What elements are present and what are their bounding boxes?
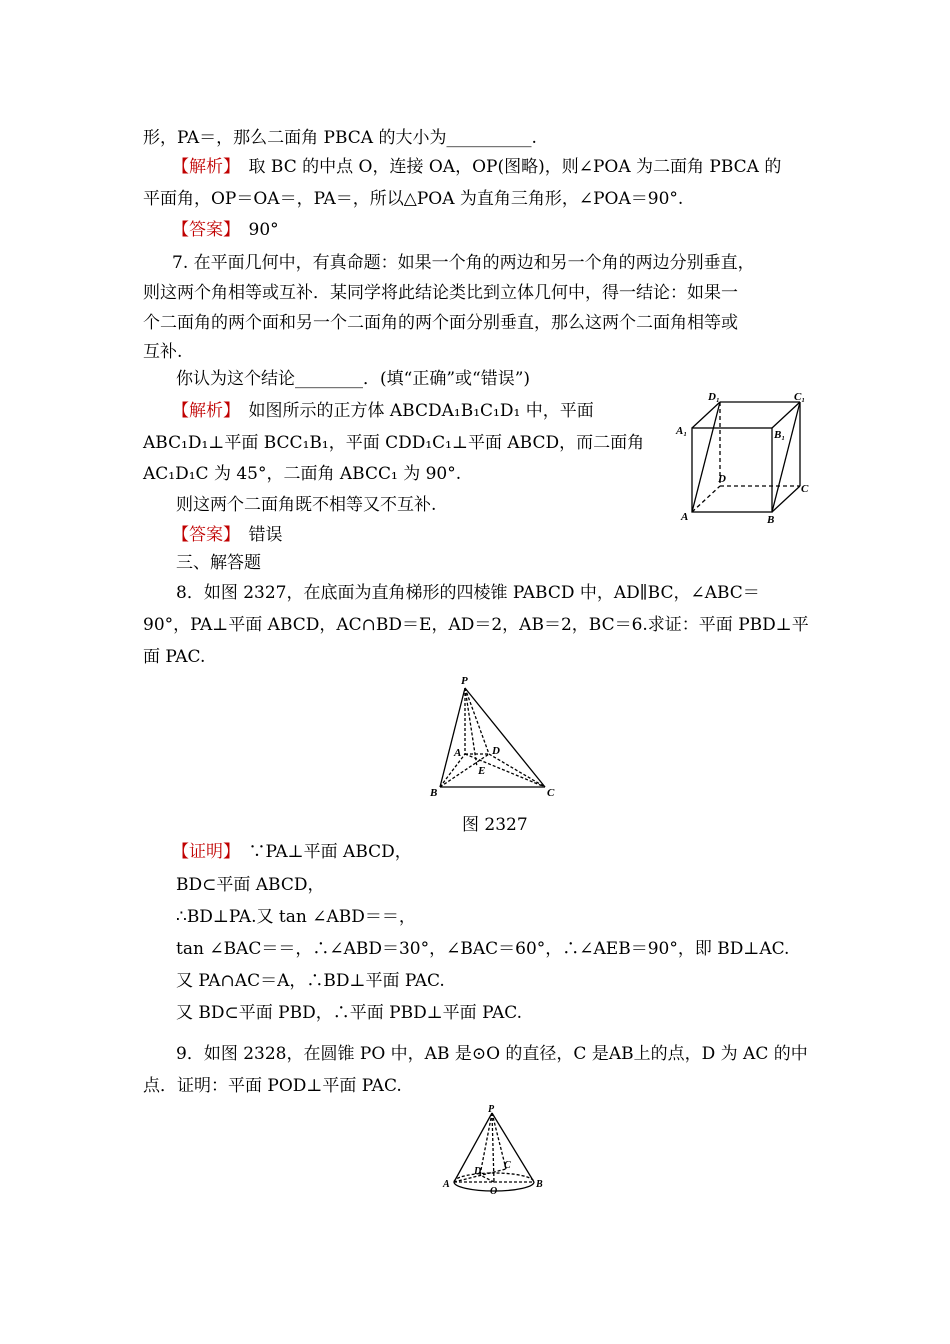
tag-answer: 【答案】 <box>172 525 232 545</box>
cube-edge <box>772 486 800 512</box>
text-line-25: 9．如图 2328，在圆锥 PO 中，AB 是⊙O 的直径，C 是AB上的点，D 为 AC 的中 <box>176 1044 808 1064</box>
text-line-22: tan ∠BAC＝＝，∴∠ABD＝30°，∠BAC＝60°，∴∠AEB＝90°，即 BD⊥AC. <box>176 939 790 959</box>
label-A1: A₁ <box>676 425 688 437</box>
label-P: P <box>488 1104 495 1115</box>
segment-OD <box>480 1175 494 1182</box>
cone-figure <box>440 1103 550 1201</box>
tag-analysis: 【解析】 <box>172 401 232 421</box>
label-D: D <box>492 745 500 757</box>
edge-PC <box>465 688 545 787</box>
text-line-19: 【证明】 ∵PA⊥平面 ABCD， <box>172 842 412 862</box>
label-C1: C₁ <box>794 391 806 403</box>
text-line-6: 则这两个角相等或互补．某同学将此结论类比到立体几何中，得一结论：如果一 <box>143 283 738 303</box>
text-line-7: 个二面角的两个面和另一个二面角的两个面分别垂直，那么这两个二面角相等或 <box>143 313 738 333</box>
text-line-16: 8．如图 2327，在底面为直角梯形的四棱锥 PABCD 中，AD∥BC，∠ABC＝ <box>176 583 760 603</box>
text-line-12: AC₁D₁C 为 45°，二面角 ABCC₁ 为 90°. <box>143 464 462 484</box>
label-A: A <box>443 1179 450 1190</box>
cube-diagonal <box>692 402 720 512</box>
text-line-13: 则这两个二面角既不相等又不互补. <box>176 495 437 515</box>
text-line-4: 【答案】 90° <box>172 220 279 240</box>
text-line-21: ∴BD⊥PA.又 tan ∠ABD＝＝， <box>176 907 416 927</box>
text-line-5: 7. 在平面几何中，有真命题：如果一个角的两边和另一个角的两边分别垂直， <box>172 253 755 273</box>
edge-DC <box>489 754 545 787</box>
pyramid-figure <box>425 672 565 804</box>
edge-AC <box>465 754 545 787</box>
edge-PD <box>465 688 489 754</box>
label-B: B <box>536 1179 543 1190</box>
label-A: A <box>681 511 689 523</box>
cube-edge <box>772 402 800 428</box>
generatrix-PA <box>454 1113 492 1182</box>
text-line-2: 【解析】 取 BC 的中点 O，连接 OA，OP(图略)，则∠POA 为二面角 PBCA 的 <box>172 157 782 177</box>
label-C: C <box>547 787 555 799</box>
text-line-9: 你认为这个结论________．(填“正确”或“错误”) <box>176 369 531 389</box>
text-line-3: 平面角，OP＝OA＝，PA＝，所以△POA 为直角三角形，∠POA＝90°. <box>143 189 684 209</box>
cube-diagonal <box>772 402 800 512</box>
generatrix-PB <box>492 1113 534 1182</box>
label-B: B <box>767 514 775 526</box>
text-line-14: 【答案】 错误 <box>172 525 283 545</box>
text-line-8: 互补. <box>143 342 183 362</box>
label-B: B <box>430 787 438 799</box>
text-line-26: 点．证明：平面 POD⊥平面 PAC. <box>143 1076 402 1096</box>
text-line-17: 90°，PA⊥平面 ABCD，AC∩BD＝E，AD＝2，AB＝2，BC＝6.求证：平面 PBD⊥平 <box>143 615 809 635</box>
cube-edge <box>692 486 720 512</box>
figure-caption: 图 2327 <box>462 815 528 835</box>
text-line-11: ABC₁D₁⊥平面 BCC₁B₁，平面 CDD₁C₁⊥平面 ABCD，而二面角 <box>143 433 645 453</box>
segment-PD <box>480 1113 492 1175</box>
label-C: C <box>801 483 809 495</box>
text-line-18: 面 PAC. <box>143 647 206 667</box>
label-D: D <box>718 473 726 485</box>
label-A: A <box>454 747 462 759</box>
cube-edge <box>692 402 720 428</box>
cube-figure <box>670 388 820 530</box>
label-D1: D₁ <box>708 391 720 403</box>
cube-front-face <box>692 428 772 512</box>
tag-analysis: 【解析】 <box>172 157 232 177</box>
text-line-1: 形，PA＝，那么二面角 PBCA 的大小为__________. <box>143 128 537 148</box>
label-P: P <box>461 675 468 687</box>
label-D: D <box>474 1166 482 1177</box>
tag-answer: 【答案】 <box>172 220 232 240</box>
text-line-10: 【解析】 如图所示的正方体 ABCDA₁B₁C₁D₁ 中，平面 <box>172 401 594 421</box>
label-B1: B₁ <box>774 429 786 441</box>
label-E: E <box>478 765 486 777</box>
tag-proof: 【证明】 <box>172 842 232 862</box>
label-O: O <box>490 1186 498 1197</box>
text-line-20: BD⊂平面 ABCD， <box>176 875 325 895</box>
section-heading: 三、解答题 <box>176 553 261 573</box>
text-line-24: 又 BD⊂平面 PBD，∴平面 PBD⊥平面 PAC. <box>176 1003 523 1023</box>
label-C: C <box>504 1160 511 1171</box>
text-line-23: 又 PA∩AC＝A，∴BD⊥平面 PAC. <box>176 971 445 991</box>
